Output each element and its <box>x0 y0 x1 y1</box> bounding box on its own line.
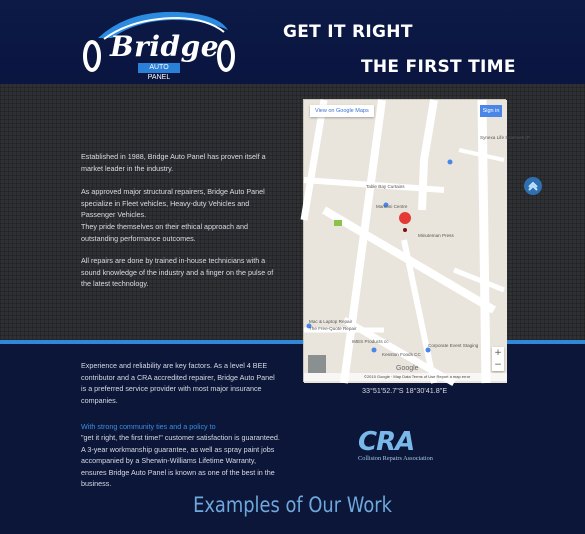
about-paragraph-6: With strong community ties and a policy to <box>81 422 216 431</box>
map-label: The Free-Quote Repair <box>309 326 357 331</box>
map-label: Minuteman Press <box>418 233 454 238</box>
map-footer: ©2015 Google · Map Data Terms of Use Report a map error <box>304 373 507 381</box>
about-paragraph-4: All repairs are done by trained in-house technicians with a sound knowledge of the industry and a finger on the pulse of the latest technology. <box>81 256 274 288</box>
logo-badge: AUTO PANEL <box>138 63 180 73</box>
map-label: Table Bay Curtains <box>366 184 405 189</box>
map-label: IMES Products cc <box>352 339 389 344</box>
zoom-out-icon[interactable]: − <box>494 360 502 370</box>
sign-in-button[interactable]: Sign in <box>480 105 502 117</box>
about-paragraph-1: Established in 1988, Bridge Auto Panel has proven itself a market leader in the industry. <box>81 152 266 173</box>
about-paragraph-2: As approved major structural repairers, Bridge Auto Panel specialize in Fleet vehicles, Heavy-duty Vehicles and Passenger Vehicles. <box>81 187 265 219</box>
map-label: Synexa Life Sciences (P <box>480 135 530 140</box>
chevron-up-icon <box>524 177 542 195</box>
google-logo: Google <box>396 365 419 372</box>
bridge-logo[interactable] <box>78 8 240 81</box>
map-label: Kenston Foods CC <box>382 352 421 357</box>
map-zoom-controls[interactable] <box>492 347 504 371</box>
map-roads <box>304 100 507 383</box>
slogan-line-2: THE FIRST TIME <box>361 57 516 77</box>
map-coordinates: 33°51'52.7"S 18°30'41.8"E <box>362 386 448 395</box>
view-on-google-maps-link[interactable]: View on Google Maps <box>310 105 374 117</box>
site-header <box>0 0 585 84</box>
about-paragraph-7: "get it right, the first time!" customer satisfaction is guaranteed. A 3-year workmanship guarantee, as well as spray paint jobs accompanied by a Sherwin-Williams Lifetime Warranty, ensures Bridge Auto Panel is known as one of the best in the business. <box>81 433 280 488</box>
cra-logo[interactable] <box>356 427 456 465</box>
logo-wordmark: Bridge <box>110 30 220 63</box>
cra-subtitle: Collision Repairs Association <box>358 455 433 462</box>
slogan-line-1: GET IT RIGHT <box>283 22 413 42</box>
map-label: Marconi Centre <box>376 204 408 209</box>
google-map[interactable] <box>303 99 530 382</box>
about-paragraph-5: Experience and reliability are key factors. As a level 4 BEE contributor and a CRA accredited repairer, Bridge Auto Panel is a preferred service provider with most major insurance companies. <box>81 361 275 405</box>
about-paragraph-3: They pride themselves on their ethical approach and outstanding performance outcomes. <box>81 222 249 243</box>
scroll-to-top-button[interactable] <box>524 177 542 195</box>
map-label: Mac & Laptop Repair <box>309 319 353 324</box>
zoom-in-icon[interactable]: + <box>494 348 502 358</box>
examples-heading: Examples of Our Work <box>193 493 392 517</box>
cra-wordmark: CRA <box>358 427 415 457</box>
map-label: Corporate Event Staging <box>428 343 479 348</box>
